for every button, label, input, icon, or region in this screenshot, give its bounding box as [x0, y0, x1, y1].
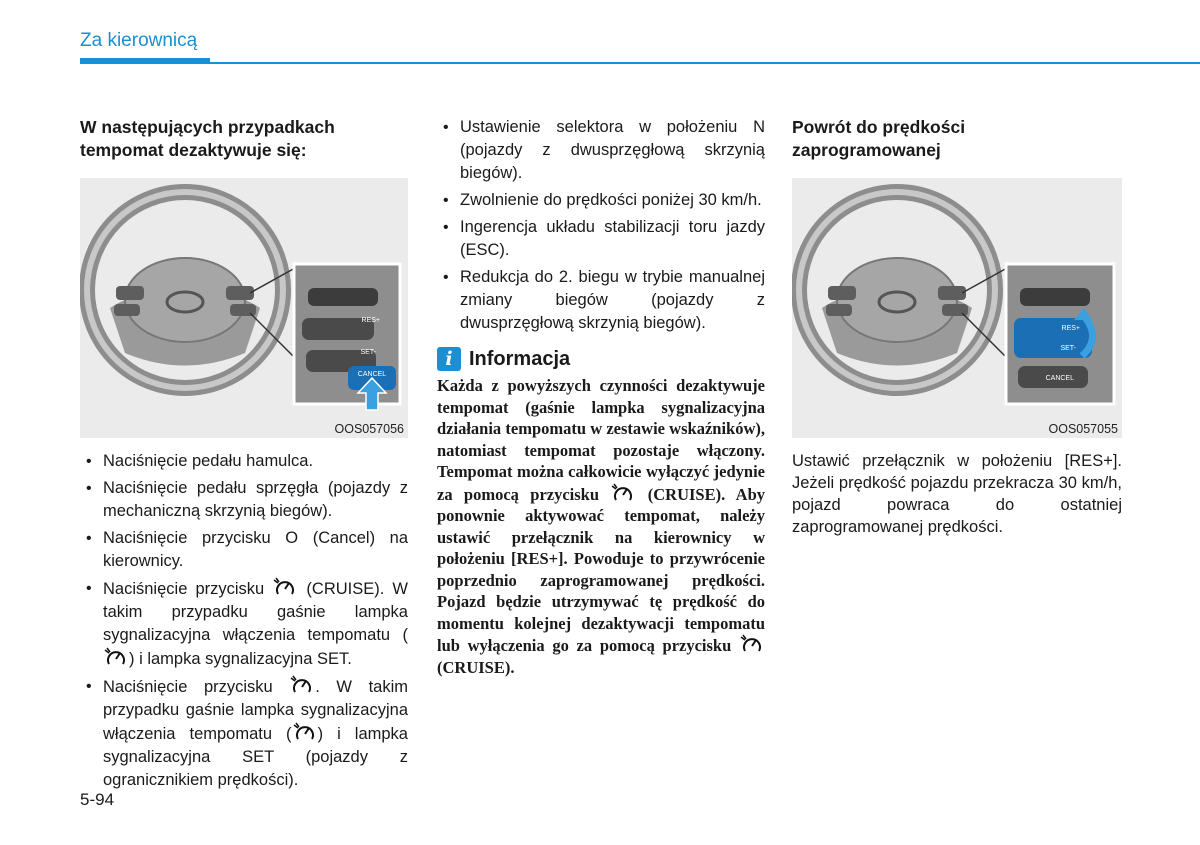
list-item: • Ingerencja układu stabilizacji toru jazdy (ESC). [437, 216, 765, 262]
resume-heading: Powrót do prędkości zaprogramowanej [792, 117, 966, 160]
deactivation-list-continued [437, 116, 765, 335]
cruise-icon [739, 634, 765, 654]
page-number: 5-94 [80, 790, 115, 809]
list-item: • Naciśnięcie pedału sprzęgła (pojazdy z mechaniczną skrzynią biegów). [80, 477, 408, 523]
deactivation-heading: W następujących przypadkach tempomat dezaktywuje się: [80, 117, 335, 160]
list-item: • Naciśnięcie przycisku O (Cancel) na kierownicy. [80, 527, 408, 573]
list-item: • Zwolnienie do prędkości poniżej 30 km/h. [437, 189, 765, 212]
header-rule [210, 62, 1200, 64]
steering-wheel-illustration [80, 178, 408, 416]
list-item: • Naciśnięcie przycisku (CRUISE). W takim przypadku gaśnie lampka sygnalizacyjna włączenia tempomatu () i lampka sygnalizacyjna SET. [80, 577, 408, 671]
cruise-icon [289, 675, 315, 695]
cruise-icon [103, 647, 129, 667]
list-item: • Naciśnięcie pedału hamulca. [80, 450, 408, 473]
svg-text:CANCEL: CANCEL [357, 371, 387, 378]
steering-wheel-figure-cancel [80, 178, 408, 438]
column-middle [437, 116, 765, 678]
info-icon: i [437, 347, 461, 371]
info-title: Informacja [469, 347, 571, 370]
figure-label: OOS057055 [1048, 422, 1118, 436]
figure-label: OOS057056 [334, 422, 404, 436]
svg-text:SET-: SET- [360, 349, 376, 356]
column-right [792, 116, 1122, 538]
section-title: Za kierownicą [80, 30, 198, 51]
info-box [437, 347, 765, 678]
deactivation-list [80, 450, 408, 792]
list-item: • Ustawienie selektora w położeniu N (pojazdy z dwusprzęgłową skrzynią biegów). [437, 116, 765, 185]
steering-wheel-figure-res [792, 178, 1122, 438]
svg-text:SET-: SET- [1060, 345, 1076, 352]
svg-text:RES+: RES+ [361, 317, 380, 324]
steering-wheel-illustration [792, 178, 1122, 416]
header-accent-bar [80, 58, 210, 64]
list-item: • Naciśnięcie przycisku . W takim przypadku gaśnie lampka sygnalizacyjna włączenia tempomatu ( ) i lampka sygnalizacyjna SET (pojazdy z ogranicznikiem prędkości). [80, 675, 408, 792]
info-text: Każda z powyższych czynności dezaktywuje tempomat (gaśnie lampka sygnalizacyjna działania tempomatu w zestawie wskaźników), natomiast tempomat pozostaje włączony. Tempomat można całkowicie wyłączyć jedynie za pomocą przycisku (CRUISE). Aby ponownie aktywować tempomat, należy ustawić przełącznik na kierownicy w położeniu [RES+]. Powoduje to przywrócenie poprzednio zaprogramowanej prędkości. Pojazd będzie utrzymywać tę prędkość do momentu kolejnej dezaktywacji tempomatu lub wyłączenia go za pomocą przycisku (CRUISE). [437, 376, 765, 677]
column-left [80, 116, 408, 796]
list-item: • Redukcja do 2. biegu w trybie manualnej zmiany biegów (pojazdy z dwusprzęgłową skrzynią biegów). [437, 266, 765, 335]
svg-text:CANCEL: CANCEL [1045, 375, 1074, 382]
svg-text:RES+: RES+ [1061, 325, 1080, 332]
cruise-icon [610, 483, 636, 503]
resume-description: Ustawić przełącznik w położeniu [RES+]. Jeżeli prędkość pojazdu przekracza 30 km/h, pojazd powraca do ostatniej zaprogramowanej prędkości. [792, 452, 1122, 536]
cruise-icon [292, 722, 318, 742]
cruise-icon [272, 577, 298, 597]
